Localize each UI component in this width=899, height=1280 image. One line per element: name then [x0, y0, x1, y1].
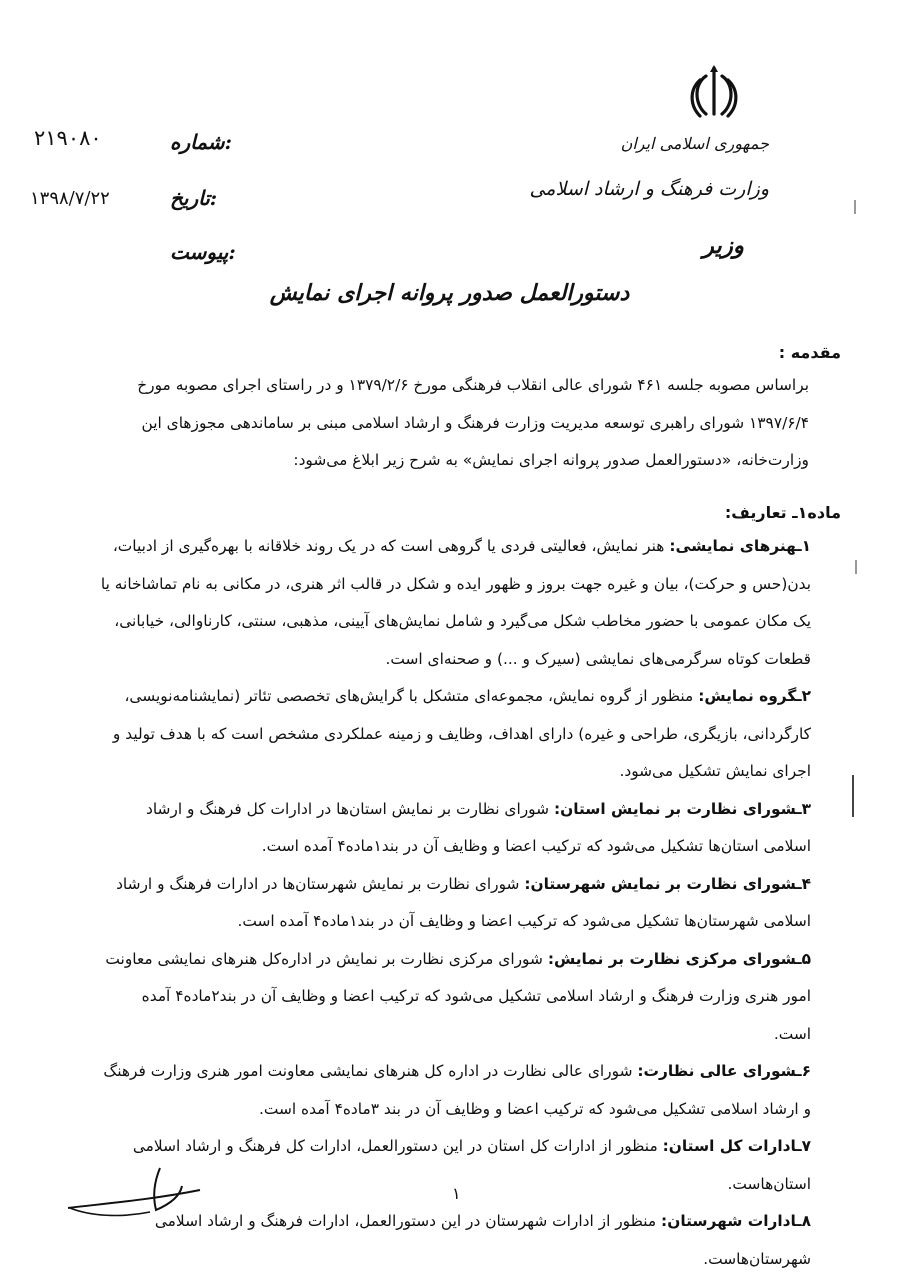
- definition-text: منظور از ادارات شهرستان در این دستورالعمل، ادارات فرهنگ و ارشاد اسلامی شهرستان‌هاست.: [154, 1212, 811, 1268]
- signature-icon: [60, 1160, 210, 1230]
- number-label: شماره:: [170, 130, 232, 154]
- article1-heading: ماده۱ـ تعاریف:: [724, 503, 841, 522]
- definition-label: گروه نمایش:: [698, 687, 797, 705]
- document-title: دستورالعمل صدور پروانه اجرای نمایش: [269, 280, 630, 306]
- definition-label: ادارات کل استان:: [662, 1137, 797, 1155]
- page-number: ۱: [452, 1184, 461, 1203]
- definition-text: شورای نظارت بر نمایش استان‌ها در ادارات کل فرهنگ و ارشاد اسلامی استان‌ها تشکیل می‌شود که ترکیب اعضا و وظایف آن در بند۱ماده۴ آمده است.: [145, 799, 811, 855]
- ministry-name: وزارت فرهنگ و ارشاد اسلامی: [529, 178, 769, 200]
- definition-label: شورای نظارت بر نمایش استان:: [553, 799, 797, 818]
- date-label: تاریخ:: [170, 186, 218, 210]
- iran-emblem-icon: [684, 62, 744, 122]
- margin-mark: [854, 200, 856, 214]
- definition-label: هنرهای نمایشی:: [669, 537, 797, 555]
- definition-label: ادارات شهرستان:: [661, 1212, 797, 1230]
- intro-heading: مقدمه :: [778, 343, 841, 362]
- definition-text: هنر نمایش، فعالیتی فردی یا گروهی است که در یک روند خلاقانه با بهره‌گیری از ادبیات، بدن(حس و حرکت)، بیان و غیره جهت بروز و ظهور ایده و شکل در قالب اثر هنری، در مکانی به نام تماشاخانه یا یک مکان عمومی با حضور مخاطب شکل می‌گیرد و شامل نمایش‌های آیینی، مذهبی، سنتی، کارناوالی، خیابانی، قطعات کوتاه سرگرمی‌های نمایشی (سیرک و ...) و صحنه‌ای است.: [100, 537, 811, 668]
- definition-item-8: ۸ـادارات شهرستان: منظور از ادارات شهرستان در این دستورالعمل، ادارات فرهنگ و ارشاد اسلامی شهرستان‌هاست.: [154, 1212, 811, 1268]
- definition-item-5: ۵ـشورای مرکزی نظارت بر نمایش: شورای مرکزی نظارت بر نمایش در اداره‌کل هنرهای نمایشی معاونت امور هنری وزارت فرهنگ و ارشاد اسلامی تشکیل می‌شود که ترکیب اعضا و وظایف آن در بند۲ماده۴ آمده است.: [105, 949, 811, 1043]
- definition-text: شورای مرکزی نظارت بر نمایش در اداره‌کل هنرهای نمایشی معاونت امور هنری وزارت فرهنگ و ارشاد اسلامی تشکیل می‌شود که ترکیب اعضا و وظایف آن در بند۲ماده۴ آمده است.: [105, 949, 811, 1043]
- definition-text: منظور از گروه نمایش، مجموعه‌ای متشکل با گرایش‌های تخصصی تئاتر (نمایشنامه‌نویسی، کارگردانی، بازیگری، طراحی و غیره) دارای اهداف، وظایف و زمینه عملکردی مشخص است که با هدف تولید و اجرای نمایش تشکیل می‌شود.: [112, 687, 811, 780]
- minister-title: وزیر: [702, 232, 744, 259]
- definition-item-1: ۱ـهنرهای نمایشی: هنر نمایش، فعالیتی فردی یا گروهی است که در یک روند خلاقانه با بهره‌گیری از ادبیات، بدن(حس و حرکت)، بیان و غیره جهت بروز و ظهور ایده و شکل در قالب اثر هنری، در مکانی به نام تماشاخانه یا یک مکان عمومی با حضور مخاطب شکل می‌گیرد و شامل نمایش‌های آیینی، مذهبی، سنتی، کارناوالی، خیابانی، قطعات کوتاه سرگرمی‌های نمایشی (سیرک و ...) و صحنه‌ای است.: [100, 537, 811, 668]
- definition-item-4: ۴ـشورای نظارت بر نمایش شهرستان: شورای نظارت بر نمایش شهرستان‌ها در ادارات فرهنگ و ارشاد اسلامی شهرستان‌ها تشکیل می‌شود که ترکیب اعضا و وظایف آن در بند۱ماده۴ آمده است.: [116, 874, 811, 930]
- date-value: ۱۳۹۸/۷/۲۲: [30, 188, 110, 209]
- definition-item-3: ۳ـشورای نظارت بر نمایش استان: شورای نظارت بر نمایش استان‌ها در ادارات کل فرهنگ و ارشاد اسلامی استان‌ها تشکیل می‌شود که ترکیب اعضا و وظایف آن در بند۱ماده۴ آمده است.: [145, 799, 811, 855]
- definition-text: منظور از ادارات کل استان در این دستورالعمل، ادارات کل فرهنگ و ارشاد اسلامی استان‌هاست.: [132, 1137, 811, 1193]
- number-value: ۲۱۹۰۸۰: [34, 126, 102, 150]
- government-name: جمهوری اسلامی ایران: [620, 134, 769, 153]
- definition-text: شورای نظارت بر نمایش شهرستان‌ها در ادارات فرهنگ و ارشاد اسلامی شهرستان‌ها تشکیل می‌شود که ترکیب اعضا و وظایف آن در بند۱ماده۴ آمده است.: [116, 874, 811, 930]
- margin-mark: [852, 775, 854, 817]
- definition-label: شورای عالی نظارت:: [637, 1062, 797, 1080]
- definition-text: شورای عالی نظارت در اداره کل هنرهای نمایشی معاونت امور هنری وزارت فرهنگ و ارشاد اسلامی تشکیل می‌شود که ترکیب اعضا و وظایف آن در بند ۳ماده۴ آمده است.: [103, 1062, 811, 1118]
- intro-paragraph: براساس مصوبه جلسه ۴۶۱ شورای عالی انقلاب فرهنگی مورخ ۱۳۷۹/۲/۶ و در راستای اجرای مصوبه مورخ ۱۳۹۷/۶/۴ شورای راهبری توسعه مدیریت وزارت فرهنگ و ارشاد اسلامی مبنی بر ساماندهی مجوزهای این وزارت‌خانه، «دستورالعمل صدور پروانه اجرای نمایش» به شرح زیر ابلاغ می‌شود:: [137, 376, 809, 469]
- definition-item-2: ۲ـگروه نمایش: منظور از گروه نمایش، مجموعه‌ای متشکل با گرایش‌های تخصصی تئاتر (نمایشنامه‌نویسی، کارگردانی، بازیگری، طراحی و غیره) دارای اهداف، وظایف و زمینه عملکردی مشخص است که با هدف تولید و اجرای نمایش تشکیل می‌شود.: [112, 687, 811, 780]
- margin-mark: [855, 560, 857, 574]
- definition-label: شورای مرکزی نظارت بر نمایش:: [547, 949, 797, 968]
- attachment-label: پیوست:: [170, 240, 236, 264]
- definition-label: شورای نظارت بر نمایش شهرستان:: [524, 874, 797, 893]
- definition-item-7: ۷ـادارات کل استان: منظور از ادارات کل استان در این دستورالعمل، ادارات کل فرهنگ و ارشاد اسلامی استان‌هاست.: [132, 1137, 811, 1193]
- definition-item-6: ۶ـشورای عالی نظارت: شورای عالی نظارت در اداره کل هنرهای نمایشی معاونت امور هنری وزارت فرهنگ و ارشاد اسلامی تشکیل می‌شود که ترکیب اعضا و وظایف آن در بند ۳ماده۴ آمده است.: [103, 1062, 811, 1118]
